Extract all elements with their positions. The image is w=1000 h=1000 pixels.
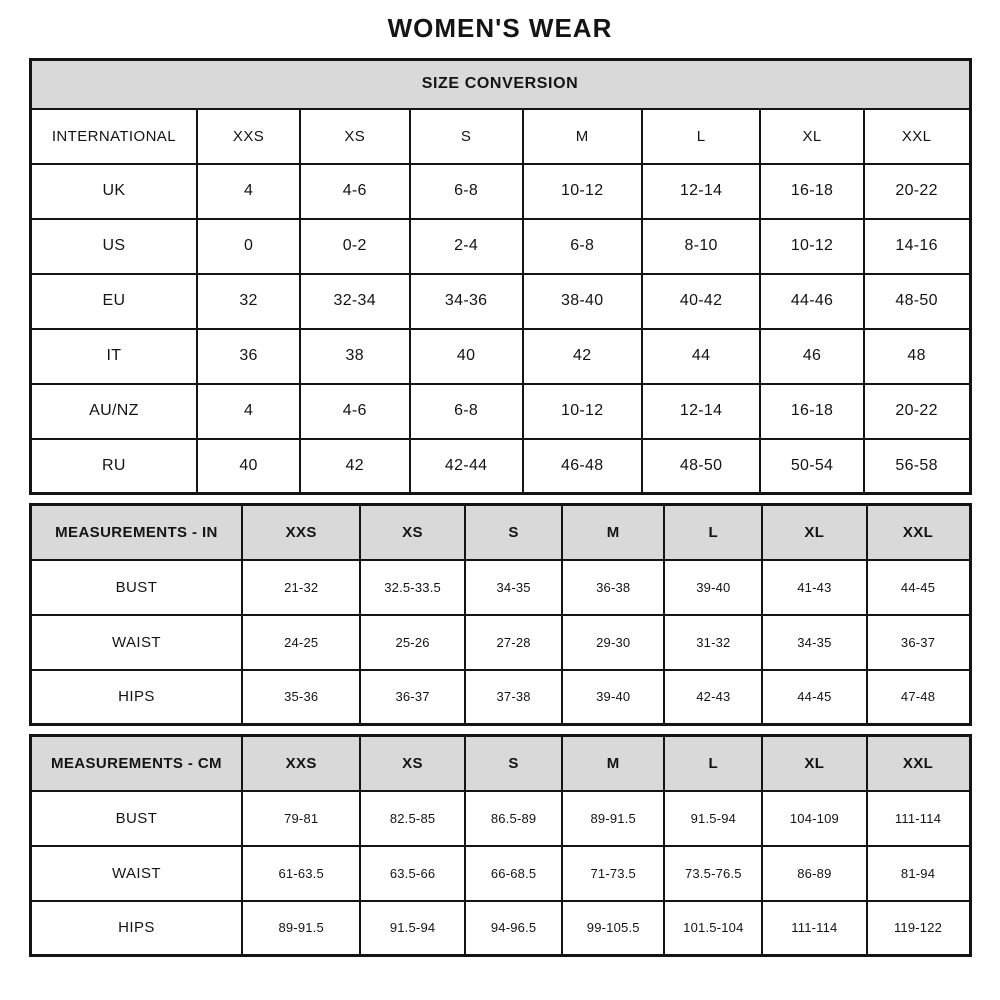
row-label-cell: RU: [30, 439, 197, 494]
measurements-cm-table: [29, 734, 972, 957]
column-header: XXS: [242, 736, 360, 791]
value-cell: 6-8: [523, 219, 642, 274]
column-header: XL: [760, 109, 863, 164]
value-cell: 14-16: [864, 219, 970, 274]
table-row: [30, 560, 970, 615]
column-header: M: [523, 109, 642, 164]
value-cell: 89-91.5: [242, 901, 360, 956]
value-cell: 79-81: [242, 791, 360, 846]
value-cell: 38-40: [523, 274, 642, 329]
measurements-cm-header: MEASUREMENTS - CM: [30, 736, 242, 791]
value-cell: 32: [197, 274, 299, 329]
column-header: INTERNATIONAL: [30, 109, 197, 164]
value-cell: 42: [300, 439, 410, 494]
value-cell: 34-35: [465, 560, 562, 615]
value-cell: 27-28: [465, 615, 562, 670]
value-cell: 24-25: [242, 615, 360, 670]
column-header: XS: [300, 109, 410, 164]
value-cell: 21-32: [242, 560, 360, 615]
value-cell: 104-109: [762, 791, 866, 846]
row-label-cell: AU/NZ: [30, 384, 197, 439]
value-cell: 44-46: [760, 274, 863, 329]
row-label-cell: WAIST: [30, 615, 242, 670]
value-cell: 44: [642, 329, 760, 384]
value-cell: 41-43: [762, 560, 866, 615]
value-cell: 0: [197, 219, 299, 274]
table-row: [30, 505, 970, 560]
value-cell: 4-6: [300, 384, 410, 439]
value-cell: 6-8: [410, 164, 523, 219]
column-header: L: [642, 109, 760, 164]
value-cell: 48-50: [864, 274, 970, 329]
value-cell: 16-18: [760, 384, 863, 439]
value-cell: 42-43: [664, 670, 762, 725]
measurements-in-table: [29, 503, 972, 726]
table-row: [30, 60, 970, 109]
column-header: XL: [762, 505, 866, 560]
value-cell: 66-68.5: [465, 846, 562, 901]
value-cell: 94-96.5: [465, 901, 562, 956]
value-cell: 40: [197, 439, 299, 494]
value-cell: 4: [197, 384, 299, 439]
value-cell: 10-12: [523, 164, 642, 219]
page-title: WOMEN'S WEAR: [387, 13, 613, 43]
value-cell: 20-22: [864, 164, 970, 219]
value-cell: 46: [760, 329, 863, 384]
row-label-cell: WAIST: [30, 846, 242, 901]
row-label-cell: BUST: [30, 791, 242, 846]
value-cell: 4-6: [300, 164, 410, 219]
column-header: XL: [762, 736, 866, 791]
value-cell: 20-22: [864, 384, 970, 439]
value-cell: 35-36: [242, 670, 360, 725]
size-conversion-header: SIZE CONVERSION: [30, 60, 970, 109]
table-row: [30, 384, 970, 439]
value-cell: 12-14: [642, 164, 760, 219]
table-row: [30, 736, 970, 791]
column-header: L: [664, 505, 762, 560]
row-label-cell: HIPS: [30, 901, 242, 956]
value-cell: 36-37: [867, 615, 970, 670]
value-cell: 32.5-33.5: [360, 560, 465, 615]
value-cell: 111-114: [762, 901, 866, 956]
column-header: M: [562, 505, 664, 560]
value-cell: 36: [197, 329, 299, 384]
table-row: [30, 219, 970, 274]
column-header: XXS: [242, 505, 360, 560]
value-cell: 31-32: [664, 615, 762, 670]
value-cell: 86-89: [762, 846, 866, 901]
value-cell: 39-40: [562, 670, 664, 725]
value-cell: 82.5-85: [360, 791, 465, 846]
column-header: XXL: [867, 505, 970, 560]
column-header: XS: [360, 505, 465, 560]
value-cell: 111-114: [867, 791, 970, 846]
size-conversion-table: [29, 58, 972, 495]
value-cell: 32-34: [300, 274, 410, 329]
table-row: [30, 109, 970, 164]
value-cell: 12-14: [642, 384, 760, 439]
column-header: XXL: [864, 109, 970, 164]
value-cell: 81-94: [867, 846, 970, 901]
row-label-cell: EU: [30, 274, 197, 329]
value-cell: 34-35: [762, 615, 866, 670]
table-row: [30, 670, 970, 725]
value-cell: 48: [864, 329, 970, 384]
table-row: [30, 846, 970, 901]
table-row: [30, 615, 970, 670]
value-cell: 6-8: [410, 384, 523, 439]
row-label-cell: US: [30, 219, 197, 274]
value-cell: 10-12: [523, 384, 642, 439]
value-cell: 39-40: [664, 560, 762, 615]
value-cell: 10-12: [760, 219, 863, 274]
table-row: [30, 439, 970, 494]
value-cell: 47-48: [867, 670, 970, 725]
table-row: [30, 164, 970, 219]
table-row: [30, 791, 970, 846]
value-cell: 50-54: [760, 439, 863, 494]
value-cell: 4: [197, 164, 299, 219]
value-cell: 42: [523, 329, 642, 384]
value-cell: 91.5-94: [664, 791, 762, 846]
table-row: [30, 329, 970, 384]
value-cell: 91.5-94: [360, 901, 465, 956]
value-cell: 56-58: [864, 439, 970, 494]
value-cell: 40: [410, 329, 523, 384]
value-cell: 37-38: [465, 670, 562, 725]
value-cell: 29-30: [562, 615, 664, 670]
column-header: L: [664, 736, 762, 791]
value-cell: 25-26: [360, 615, 465, 670]
value-cell: 42-44: [410, 439, 523, 494]
value-cell: 46-48: [523, 439, 642, 494]
measurements-in-header: MEASUREMENTS - IN: [30, 505, 242, 560]
column-header: XXL: [867, 736, 970, 791]
column-header: XS: [360, 736, 465, 791]
value-cell: 36-38: [562, 560, 664, 615]
value-cell: 38: [300, 329, 410, 384]
value-cell: 63.5-66: [360, 846, 465, 901]
row-label-cell: IT: [30, 329, 197, 384]
column-header: XXS: [197, 109, 299, 164]
value-cell: 119-122: [867, 901, 970, 956]
value-cell: 44-45: [762, 670, 866, 725]
value-cell: 48-50: [642, 439, 760, 494]
value-cell: 44-45: [867, 560, 970, 615]
value-cell: 0-2: [300, 219, 410, 274]
value-cell: 99-105.5: [562, 901, 664, 956]
column-header: M: [562, 736, 664, 791]
row-label-cell: HIPS: [30, 670, 242, 725]
value-cell: 8-10: [642, 219, 760, 274]
column-header: S: [410, 109, 523, 164]
table-row: [30, 274, 970, 329]
value-cell: 86.5-89: [465, 791, 562, 846]
value-cell: 73.5-76.5: [664, 846, 762, 901]
row-label-cell: UK: [30, 164, 197, 219]
value-cell: 16-18: [760, 164, 863, 219]
value-cell: 34-36: [410, 274, 523, 329]
column-header: S: [465, 505, 562, 560]
value-cell: 36-37: [360, 670, 465, 725]
row-label-cell: BUST: [30, 560, 242, 615]
table-row: [30, 901, 970, 956]
value-cell: 101.5-104: [664, 901, 762, 956]
value-cell: 71-73.5: [562, 846, 664, 901]
value-cell: 61-63.5: [242, 846, 360, 901]
value-cell: 89-91.5: [562, 791, 664, 846]
value-cell: 2-4: [410, 219, 523, 274]
column-header: S: [465, 736, 562, 791]
value-cell: 40-42: [642, 274, 760, 329]
